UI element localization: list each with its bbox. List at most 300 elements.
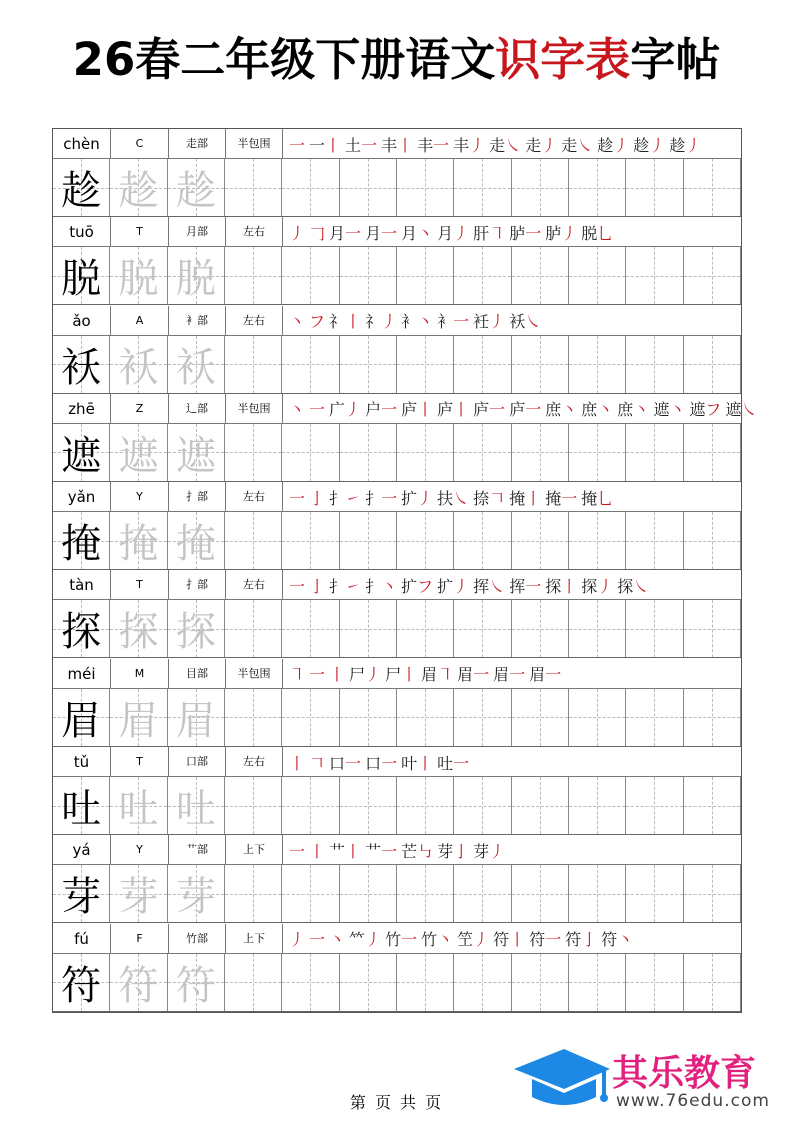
guide-line bbox=[425, 424, 426, 481]
model-char: 探 bbox=[61, 609, 102, 656]
guide-line bbox=[712, 336, 713, 393]
stroke-step bbox=[329, 397, 361, 420]
stroke-base: 口 bbox=[329, 753, 346, 773]
writing-grid bbox=[53, 336, 741, 394]
structure-cell: 上下 bbox=[226, 924, 283, 954]
trace-char: 脱 bbox=[175, 256, 216, 303]
stroke-step bbox=[529, 927, 561, 950]
practice-box[interactable] bbox=[397, 336, 454, 393]
stroke-step bbox=[545, 397, 577, 420]
stroke-base: 礻 bbox=[365, 312, 382, 332]
practice-box[interactable] bbox=[512, 247, 569, 304]
stroke-step bbox=[617, 574, 649, 597]
stroke-new: 一 bbox=[401, 930, 418, 950]
practice-box[interactable] bbox=[684, 159, 741, 216]
stroke-base: 胪 bbox=[545, 223, 562, 243]
pinyin-cell: tǔ bbox=[53, 747, 111, 777]
stroke-step bbox=[581, 486, 613, 509]
guide-line bbox=[597, 954, 598, 1011]
writing-grid bbox=[53, 424, 741, 482]
stroke-new: フ bbox=[309, 312, 326, 332]
guide-line bbox=[654, 336, 655, 393]
stroke-new: 一 bbox=[381, 753, 398, 773]
stroke-base: 袄 bbox=[509, 312, 526, 332]
char-entry bbox=[53, 835, 741, 923]
guide-line bbox=[482, 865, 483, 922]
stroke-step bbox=[365, 221, 397, 244]
radical-cell: 扌部 bbox=[169, 570, 226, 600]
stroke-new: 丨 bbox=[397, 135, 414, 155]
guide-line bbox=[425, 512, 426, 569]
stroke-new: 亅 bbox=[309, 576, 326, 596]
stroke-base: 芒 bbox=[401, 841, 418, 861]
stroke-step bbox=[289, 397, 305, 420]
stroke-new: 一 bbox=[381, 223, 398, 243]
practice-box[interactable] bbox=[225, 865, 282, 922]
practice-box[interactable] bbox=[397, 247, 454, 304]
guide-line bbox=[482, 424, 483, 481]
stroke-step bbox=[421, 662, 453, 685]
practice-box[interactable] bbox=[225, 777, 282, 834]
stroke-step bbox=[581, 574, 613, 597]
stroke-step bbox=[669, 133, 701, 156]
stroke-base: 探 bbox=[545, 576, 562, 596]
stroke-step bbox=[289, 133, 305, 156]
practice-box[interactable] bbox=[282, 954, 339, 1011]
practice-box[interactable] bbox=[569, 336, 626, 393]
guide-line bbox=[425, 159, 426, 216]
stroke-base: 笁 bbox=[457, 930, 474, 950]
stroke-base: 眉 bbox=[493, 665, 510, 685]
practice-box[interactable] bbox=[684, 865, 741, 922]
practice-box[interactable] bbox=[684, 777, 741, 834]
guide-line bbox=[540, 777, 541, 834]
stroke-new: 一 bbox=[473, 665, 490, 685]
practice-box[interactable] bbox=[684, 689, 741, 746]
radical-cell: 口部 bbox=[169, 747, 226, 777]
practice-box[interactable] bbox=[397, 865, 454, 922]
info-row bbox=[53, 747, 741, 777]
practice-box[interactable] bbox=[454, 954, 511, 1011]
stroke-step bbox=[509, 309, 541, 332]
practice-box[interactable] bbox=[340, 954, 397, 1011]
guide-line bbox=[368, 336, 369, 393]
practice-box[interactable] bbox=[684, 600, 741, 657]
practice-box[interactable] bbox=[340, 689, 397, 746]
practice-box[interactable] bbox=[454, 689, 511, 746]
stroke-new: 一 bbox=[361, 135, 378, 155]
trace-char: 掩 bbox=[175, 521, 216, 568]
practice-box[interactable] bbox=[340, 247, 397, 304]
stroke-new: 丿 bbox=[541, 135, 558, 155]
practice-box[interactable] bbox=[340, 777, 397, 834]
initial-cell: T bbox=[111, 217, 169, 247]
char-entry bbox=[53, 394, 758, 482]
stroke-step bbox=[473, 574, 505, 597]
practice-box[interactable] bbox=[626, 247, 683, 304]
practice-box[interactable] bbox=[684, 247, 741, 304]
practice-box[interactable] bbox=[225, 336, 282, 393]
trace-char-box bbox=[110, 512, 167, 569]
practice-box[interactable] bbox=[282, 865, 339, 922]
practice-box[interactable] bbox=[454, 600, 511, 657]
practice-box[interactable] bbox=[454, 512, 511, 569]
practice-box[interactable] bbox=[626, 336, 683, 393]
stroke-base: 掩 bbox=[545, 488, 562, 508]
guide-line bbox=[597, 512, 598, 569]
practice-box[interactable] bbox=[454, 777, 511, 834]
practice-box[interactable] bbox=[340, 336, 397, 393]
practice-box[interactable] bbox=[282, 777, 339, 834]
practice-box[interactable] bbox=[225, 159, 282, 216]
guide-line bbox=[597, 777, 598, 834]
initial-cell: M bbox=[111, 659, 169, 689]
practice-box[interactable] bbox=[684, 512, 741, 569]
guide-line bbox=[540, 512, 541, 569]
guide-line bbox=[597, 865, 598, 922]
trace-char: 趁 bbox=[175, 168, 216, 214]
practice-box[interactable] bbox=[225, 600, 282, 657]
practice-box[interactable] bbox=[569, 424, 626, 481]
practice-box[interactable] bbox=[512, 689, 569, 746]
practice-box[interactable] bbox=[397, 777, 454, 834]
stroke-step bbox=[365, 309, 397, 332]
stroke-base: 庐 bbox=[509, 400, 526, 420]
char-entry bbox=[53, 924, 741, 1012]
practice-box[interactable] bbox=[282, 512, 339, 569]
stroke-base: 探 bbox=[581, 576, 598, 596]
stroke-step bbox=[385, 927, 417, 950]
practice-box[interactable] bbox=[626, 424, 683, 481]
practice-box[interactable] bbox=[512, 600, 569, 657]
guide-line bbox=[597, 336, 598, 393]
info-row bbox=[53, 129, 741, 159]
stroke-new: 一 bbox=[381, 400, 398, 420]
pinyin-cell: tàn bbox=[53, 570, 111, 600]
trace-char-box bbox=[110, 865, 167, 922]
writing-grid bbox=[53, 689, 741, 747]
practice-box[interactable] bbox=[684, 424, 741, 481]
practice-box[interactable] bbox=[397, 424, 454, 481]
stroke-base: 捺 bbox=[473, 488, 490, 508]
stroke-new: 丿 bbox=[469, 135, 486, 155]
info-row bbox=[53, 924, 741, 954]
guide-line bbox=[654, 777, 655, 834]
radical-cell: 扌部 bbox=[169, 482, 226, 512]
pinyin-cell: chèn bbox=[53, 129, 111, 159]
guide-line bbox=[482, 336, 483, 393]
radical-cell: 衤部 bbox=[169, 306, 226, 336]
stroke-base: 庐 bbox=[473, 400, 490, 420]
stroke-step bbox=[437, 221, 469, 244]
stroke-step bbox=[437, 839, 469, 862]
practice-box[interactable] bbox=[512, 336, 569, 393]
stroke-step bbox=[437, 574, 469, 597]
guide-line bbox=[540, 424, 541, 481]
stroke-new: 丿 bbox=[561, 223, 578, 243]
stroke-order bbox=[283, 482, 741, 512]
practice-box[interactable] bbox=[684, 954, 741, 1011]
stroke-new: 丶 bbox=[417, 223, 434, 243]
guide-line bbox=[712, 689, 713, 746]
practice-box[interactable] bbox=[684, 336, 741, 393]
stroke-base: 艹 bbox=[329, 841, 346, 861]
structure-cell: 左右 bbox=[226, 306, 283, 336]
initial-cell: T bbox=[111, 747, 169, 777]
practice-box[interactable] bbox=[569, 865, 626, 922]
stroke-new: 一 bbox=[433, 135, 450, 155]
stroke-step bbox=[525, 133, 557, 156]
stroke-base: 掩 bbox=[509, 488, 526, 508]
practice-box[interactable] bbox=[569, 954, 626, 1011]
initial-cell: F bbox=[111, 924, 169, 954]
info-row bbox=[53, 306, 741, 336]
practice-box[interactable] bbox=[512, 777, 569, 834]
practice-box[interactable] bbox=[397, 689, 454, 746]
practice-box[interactable] bbox=[225, 247, 282, 304]
practice-box[interactable] bbox=[282, 159, 339, 216]
guide-line bbox=[368, 777, 369, 834]
practice-box[interactable] bbox=[282, 247, 339, 304]
practice-box[interactable] bbox=[225, 424, 282, 481]
stroke-step bbox=[309, 751, 325, 774]
stroke-base: 吐 bbox=[437, 753, 454, 773]
guide-line bbox=[253, 512, 254, 569]
practice-box[interactable] bbox=[512, 159, 569, 216]
pinyin-cell: yǎn bbox=[53, 482, 111, 512]
page-footer: 第 页 共 页 bbox=[349, 1093, 444, 1112]
stroke-step bbox=[349, 927, 381, 950]
practice-box[interactable] bbox=[626, 159, 683, 216]
stroke-order bbox=[283, 394, 758, 424]
practice-box[interactable] bbox=[397, 600, 454, 657]
stroke-new: 一 bbox=[309, 930, 326, 950]
guide-line bbox=[310, 865, 311, 922]
writing-grid bbox=[53, 159, 741, 217]
initial-cell: C bbox=[111, 129, 169, 159]
practice-box[interactable] bbox=[512, 865, 569, 922]
stroke-step bbox=[401, 309, 433, 332]
practice-box[interactable] bbox=[626, 954, 683, 1011]
practice-box[interactable] bbox=[340, 424, 397, 481]
stroke-base: 趁 bbox=[633, 135, 650, 155]
stroke-base: 遮 bbox=[653, 400, 670, 420]
stroke-step bbox=[545, 221, 577, 244]
practice-box[interactable] bbox=[282, 600, 339, 657]
practice-box[interactable] bbox=[225, 689, 282, 746]
structure-cell: 上下 bbox=[226, 835, 283, 865]
guide-line bbox=[310, 954, 311, 1011]
guide-line bbox=[654, 600, 655, 657]
stroke-base: 庶 bbox=[581, 400, 598, 420]
char-entry bbox=[53, 482, 741, 570]
stroke-step bbox=[545, 486, 577, 509]
stroke-step bbox=[437, 309, 469, 332]
stroke-new: 丿 bbox=[365, 665, 382, 685]
guide-line bbox=[654, 512, 655, 569]
stroke-base: 竹 bbox=[421, 930, 438, 950]
practice-box[interactable] bbox=[569, 512, 626, 569]
stroke-base: 扌 bbox=[329, 488, 346, 508]
guide-line bbox=[540, 600, 541, 657]
stroke-step bbox=[473, 221, 505, 244]
stroke-new: ㇉ bbox=[417, 841, 434, 861]
writing-grid bbox=[53, 600, 741, 658]
page-title bbox=[0, 30, 793, 90]
practice-box[interactable] bbox=[454, 159, 511, 216]
stroke-new: 乚 bbox=[597, 488, 614, 508]
stroke-base: 扩 bbox=[401, 576, 418, 596]
model-char-box bbox=[53, 159, 110, 216]
practice-box[interactable] bbox=[282, 689, 339, 746]
practice-box[interactable] bbox=[626, 689, 683, 746]
practice-box[interactable] bbox=[225, 954, 282, 1011]
char-entry bbox=[53, 747, 741, 835]
guide-line bbox=[540, 689, 541, 746]
practice-box[interactable] bbox=[626, 512, 683, 569]
writing-grid bbox=[53, 954, 741, 1012]
practice-box[interactable] bbox=[397, 512, 454, 569]
stroke-step bbox=[401, 221, 433, 244]
info-row bbox=[53, 570, 741, 600]
practice-box[interactable] bbox=[626, 865, 683, 922]
practice-box[interactable] bbox=[340, 865, 397, 922]
practice-box[interactable] bbox=[569, 600, 626, 657]
model-char-box bbox=[53, 336, 110, 393]
stroke-new: 丶 bbox=[597, 400, 614, 420]
practice-box[interactable] bbox=[340, 512, 397, 569]
stroke-base: 走 bbox=[561, 135, 578, 155]
info-row bbox=[53, 394, 758, 424]
guide-line bbox=[310, 600, 311, 657]
char-entry bbox=[53, 306, 741, 394]
guide-line bbox=[712, 247, 713, 304]
radical-cell: 辶部 bbox=[169, 394, 226, 424]
practice-box[interactable] bbox=[225, 512, 282, 569]
trace-char: 袄 bbox=[175, 344, 216, 391]
stroke-base: 眉 bbox=[457, 665, 474, 685]
practice-box[interactable] bbox=[340, 600, 397, 657]
trace-char-box bbox=[110, 777, 167, 834]
pinyin-cell: méi bbox=[53, 659, 111, 689]
practice-box[interactable] bbox=[454, 247, 511, 304]
stroke-base: 衤 bbox=[437, 312, 454, 332]
stroke-step bbox=[725, 397, 757, 420]
stroke-step bbox=[365, 486, 397, 509]
guide-line bbox=[540, 954, 541, 1011]
stroke-new: 一 bbox=[453, 753, 470, 773]
practice-box[interactable] bbox=[397, 159, 454, 216]
stroke-new: 丶 bbox=[381, 576, 398, 596]
practice-box[interactable] bbox=[626, 777, 683, 834]
stroke-new: 丶 bbox=[289, 312, 306, 332]
stroke-step bbox=[349, 662, 381, 685]
practice-box[interactable] bbox=[569, 689, 626, 746]
trace-char-box bbox=[168, 954, 225, 1011]
radical-cell: 走部 bbox=[169, 129, 226, 159]
stroke-new: 丿 bbox=[649, 135, 666, 155]
guide-line bbox=[482, 777, 483, 834]
stroke-base: 𥫗 bbox=[349, 930, 366, 950]
practice-box[interactable] bbox=[512, 512, 569, 569]
stroke-step bbox=[401, 397, 433, 420]
trace-char: 趁 bbox=[118, 168, 159, 214]
stroke-new: 丨 bbox=[325, 135, 342, 155]
trace-char-box bbox=[168, 159, 225, 216]
stroke-step bbox=[617, 397, 649, 420]
stroke-step bbox=[437, 486, 469, 509]
stroke-step bbox=[329, 309, 361, 332]
practice-box[interactable] bbox=[454, 865, 511, 922]
initial-cell: Y bbox=[111, 835, 169, 865]
stroke-new: ㇕ bbox=[437, 665, 454, 685]
guide-line bbox=[654, 424, 655, 481]
stroke-new: フ bbox=[417, 576, 434, 596]
stroke-new: 一 bbox=[345, 753, 362, 773]
practice-box[interactable] bbox=[569, 777, 626, 834]
trace-char: 眉 bbox=[118, 697, 159, 744]
practice-box[interactable] bbox=[569, 247, 626, 304]
practice-box[interactable] bbox=[340, 159, 397, 216]
guide-line bbox=[540, 247, 541, 304]
stroke-base: 衽 bbox=[473, 312, 490, 332]
practice-box[interactable] bbox=[626, 600, 683, 657]
practice-box[interactable] bbox=[512, 424, 569, 481]
trace-char-box bbox=[110, 159, 167, 216]
trace-char-box bbox=[168, 336, 225, 393]
stroke-new: 丿 bbox=[453, 223, 470, 243]
practice-box[interactable] bbox=[454, 336, 511, 393]
practice-box[interactable] bbox=[397, 954, 454, 1011]
guide-line bbox=[425, 336, 426, 393]
writing-grid bbox=[53, 865, 741, 923]
stroke-step bbox=[329, 221, 361, 244]
stroke-new: 一 bbox=[545, 665, 562, 685]
stroke-step bbox=[289, 927, 305, 950]
practice-box[interactable] bbox=[569, 159, 626, 216]
stroke-new: ㇀ bbox=[345, 488, 362, 508]
practice-box[interactable] bbox=[282, 424, 339, 481]
practice-box[interactable] bbox=[282, 336, 339, 393]
stroke-new: 𠃍 bbox=[489, 488, 506, 508]
stroke-base: 遮 bbox=[725, 400, 742, 420]
trace-char: 袄 bbox=[118, 344, 159, 391]
stroke-new: ㇕ bbox=[489, 223, 506, 243]
stroke-base: 丰 bbox=[453, 135, 470, 155]
practice-box[interactable] bbox=[512, 954, 569, 1011]
model-char: 袄 bbox=[61, 344, 102, 391]
stroke-new: 丨 bbox=[345, 312, 362, 332]
radical-cell: 月部 bbox=[169, 217, 226, 247]
stroke-base: 走 bbox=[525, 135, 542, 155]
guide-line bbox=[654, 159, 655, 216]
title-part-2: 字帖 bbox=[630, 33, 721, 86]
guide-line bbox=[253, 247, 254, 304]
stroke-step bbox=[401, 751, 433, 774]
structure-cell: 半包围 bbox=[226, 129, 283, 159]
guide-line bbox=[310, 336, 311, 393]
model-char-box bbox=[53, 512, 110, 569]
stroke-base: 庐 bbox=[437, 400, 454, 420]
radical-cell: 目部 bbox=[169, 659, 226, 689]
structure-cell: 左右 bbox=[226, 570, 283, 600]
stroke-base: 走 bbox=[489, 135, 506, 155]
practice-box[interactable] bbox=[454, 424, 511, 481]
stroke-base: 月 bbox=[365, 223, 382, 243]
stroke-new: 丶 bbox=[669, 400, 686, 420]
stroke-step bbox=[309, 309, 325, 332]
stroke-base: 符 bbox=[565, 930, 582, 950]
